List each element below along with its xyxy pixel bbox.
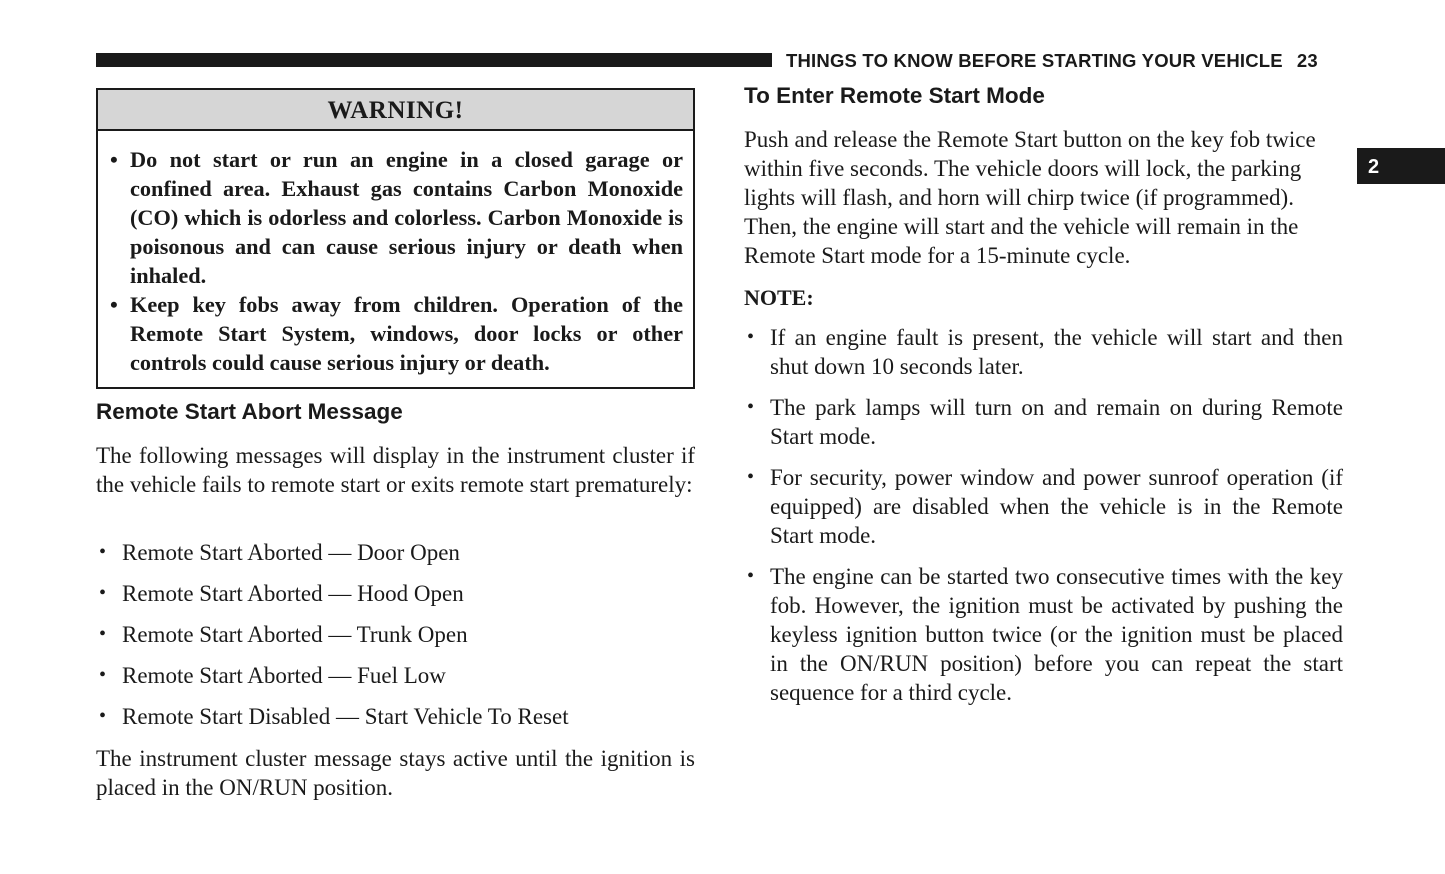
enter-heading: To Enter Remote Start Mode (744, 83, 1045, 108)
warning-list (98, 131, 693, 377)
abort-intro: The following messages will display in the instrument cluster if the vehicle fails to remote start or exits remote start prematurely: (96, 443, 695, 497)
list-item: • The park lamps will turn on and remain on during Remote Start mode. (744, 393, 1343, 451)
warning-title: WARNING! (98, 90, 693, 131)
abort-message-list (96, 538, 695, 743)
abort-closing: The instrument cluster message stays active until the ignition is placed in the ON/RUN position. (96, 746, 695, 800)
note-label: NOTE: (744, 285, 814, 310)
list-item: • The engine can be started two consecutive times with the key fob. However, the ignition must be activated by pushing the keyless ignition button twice (or the ignition must be placed in the ON/RUN position) before you can repeat the start sequence for a third cycle. (744, 562, 1343, 707)
note-list (744, 323, 1343, 719)
running-header (786, 50, 1346, 72)
chapter-tab[interactable]: 2 (1357, 148, 1445, 184)
list-item: • Remote Start Aborted — Door Open (96, 538, 695, 567)
list-item: • If an engine fault is present, the vehicle will start and then shut down 10 seconds later. (744, 323, 1343, 381)
running-title: THINGS TO KNOW BEFORE STARTING YOUR VEHICLE (786, 50, 1283, 71)
enter-body: Push and release the Remote Start button on the key fob twice within five seconds. The vehicle doors will lock, the parking lights will flash, and horn will chirp twice (if programmed). Then, the engine will start and the vehicle will remain in the Remote Start mode for a 15-minute cycle. (744, 127, 1316, 268)
warning-item: • Do not start or run an engine in a closed garage or confined area. Exhaust gas contains Carbon Monoxide (CO) which is odorless and colorless. Carbon Monoxide is poisonous and can cause serious injury or death when inhaled. (110, 145, 683, 290)
warning-item: • Keep key fobs away from children. Operation of the Remote Start System, windows, door locks or other controls could cause serious injury or death. (110, 290, 683, 377)
list-item: • Remote Start Aborted — Fuel Low (96, 661, 695, 690)
abort-heading: Remote Start Abort Message (96, 399, 403, 424)
list-item: • Remote Start Aborted — Trunk Open (96, 620, 695, 649)
list-item: • For security, power window and power sunroof operation (if equipped) are disabled when the vehicle is in the Remote Start mode. (744, 463, 1343, 550)
list-item: • Remote Start Disabled — Start Vehicle To Reset (96, 702, 695, 731)
warning-box (96, 88, 695, 389)
header-rule (96, 53, 772, 67)
list-item: • Remote Start Aborted — Hood Open (96, 579, 695, 608)
page-number: 23 (1296, 50, 1318, 71)
